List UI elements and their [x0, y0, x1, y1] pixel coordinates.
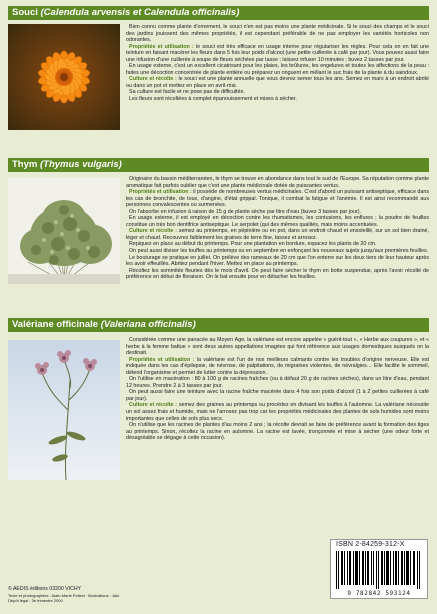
section-name: Souci: [12, 7, 38, 18]
barcode-image: [336, 551, 422, 589]
section-name: Valériane officinale: [12, 319, 99, 330]
photo-valeriane-plant: [8, 340, 120, 480]
section-title-thym: [8, 158, 429, 172]
legal-deposit-line: Dépôt légal : 3e trimestre 2000: [8, 598, 63, 603]
section-name: Thym: [12, 159, 38, 170]
photo-souci-flower: [8, 24, 120, 130]
credits-line: Texte et photographies : Alain-Marie Pollesi · Illustrations : Jalo: [8, 592, 120, 598]
publisher-line: © AEDIS éditions 03200 VICHY: [8, 586, 82, 592]
isbn-number: ISBN 2-84259-312-X: [336, 541, 405, 548]
section-text-valeriane: Considérée comme une panacée au Moyen Âge, la valériane est encore appelée « guérit-tout », « Herbe aux coupures », et « herbe à la femme battue » sont deux autres appellations imagées qui font référence aux usages domestiques auxquels on la destinait. Propriétés et utilisation : la valériane est l'un de nos meilleurs calmants contre les troubles d'origine nerveuse. Elle est indiquée dans les cas d'épilepsie, de névrose, de palpitations, de migraines violentes, de névralgies… Elle facilite le sommeil, détend l'organisme et permet de lutter contre la dépression. On l'utilise en macération : 80 à 100 g de racines fraîches (ou à défaut 20 g de racines sèches), dans un litre d'eau, pendant 12 heures. Prendre 2 à 3 tasses par jour. On peut aussi faire une teinture avec la racine fraîche macérée dans 4 fois son poids d'alcool (1 à 2 petites cuillerées à café par jour). Culture et récolte : semez des graines au printemps ou procédez en divisant les touffes à l'automne. La valériane nécessite un sol assez frais et humide, mais ne l'arrosez pas trop car les propriétés médicinales des plantes de sols humides sont moins importantes que celles de sols plus secs. On n'utilise que les racines de plantes d'au moins 2 ans ; la récolte devrait se faire de préférence avant la formation des tiges au printemps. Sinon, récoltez la racine en automne. La racine est lavée, tronçonnée et mise à sécher (une odeur forte et désagréable se dégage à cette occasion).: [126, 337, 429, 442]
section-latin-name: (Thymus vulgaris): [39, 159, 122, 170]
publisher-footer: [8, 587, 208, 604]
barcode-number: 9 782842 593124: [347, 590, 411, 597]
section-text-thym: Originaire du bassin méditerranéen, le thym se trouve en abondance dans tout le sud de l'Europe. Sa réputation comme plante aromatique fait parfois oublier que c'est une plante médicinale dotée de puissantes vertus. Propriétés et utilisation : il possède de nombreuses vertus médicinales. C'est d'abord un puissant antiseptique, efficace dans les cas de bronchite, de toux, d'angine, d'état grippal. Tonique, il combat la fatigue et l'anémie. Il est ainsi recommandé aux personnes convalescentes ou surmenées. On l'absorbe en infusion à raison de 15 g de plante sèche par litre d'eau (buvez 3 tasses par jour). En usage externe, il est employé en décoction contre les rhumatismes, les contusions, les enflures ; la poudre de feuilles constitue un très bon dentifrice antiseptique. Le serpolet (qui des mêmes qualités, mais moins accentuées. Culture et récolte : semez au printemps, en pépinière ou en pot, dans un endroit chaud et ensoleillé, sur un sol bien drainé, léger et chaud. Recouvrez faiblement les graines de terre fine, tassez et arrosez. Repiquez en place au début du printemps. Pour une plantation en bordure, espacez les plants de 20 cm. On peut aussi diviser les touffes au printemps ou en septembre en enfonçant les nouveaux sujets jusqu'aux premières feuilles. Le bouturage se pratique en juillet. On prélève des rameaux de 20 cm que l'on enterre sur les deux tiers de leur hauteur après les avoir effeuillés. Abritez pendant l'hiver. Mettez en place au printemps. Récoltez les sommités fleuries dès le mois d'avril. On peut faire sécher le thym en botte suspendue, après l'avoir récolté de préférence en début de floraison. On le bat ensuite pour en détacher les feuilles.: [126, 176, 429, 281]
section-text-souci: Bien connu comme plante d'ornement, le souci n'en est pas moins une plante médicinale. Si le souci des champs et le souci des jardins jouissent des mêmes propriétés, il est cependant préférable de ne pas employer les variétés horticoles non odorantes. Propriétés et utilisation : le souci est très efficace en usage interne pour régulariser les règles. Pour cela on en fait une teinture en faisant macérer les fleurs dans 5 fois leur poids d'alcool (une petite cuillerée à café par jour). Vous pouvez aussi faire une infusion d'une cuillerée à soupe de fleurs séchées par tasse ; laissez infuser 10 minutes ; buvez 2 tasses par jour. En usage externe, c'est un excellent cicatrisant pour les plaies, les brûlures, les engelures et toutes les affections de la peau : faites une décoction concentrée de plante entière ou préparez un onguent en mêlant le suc frais de la plante à du saindoux. Culture et récolte : le souci est une plante annuelle que vous devrez semer tous les ans. Semez en mars à un endroit abrité ou dans un pot et mettez en place en avril-mai. Sa culture est facile et ne pose pas de difficultés. Les fleurs sont récoltées à complet épanouissement et mises à sécher.: [126, 24, 429, 103]
section-latin-name: (Calendula arvensis et Calendula officinalis): [40, 7, 240, 18]
section-title-valeriane: [8, 318, 429, 332]
photo-thym-plant: [8, 178, 120, 284]
section-title-souci: [8, 6, 429, 20]
section-latin-name: (Valeriana officinalis): [100, 319, 196, 330]
